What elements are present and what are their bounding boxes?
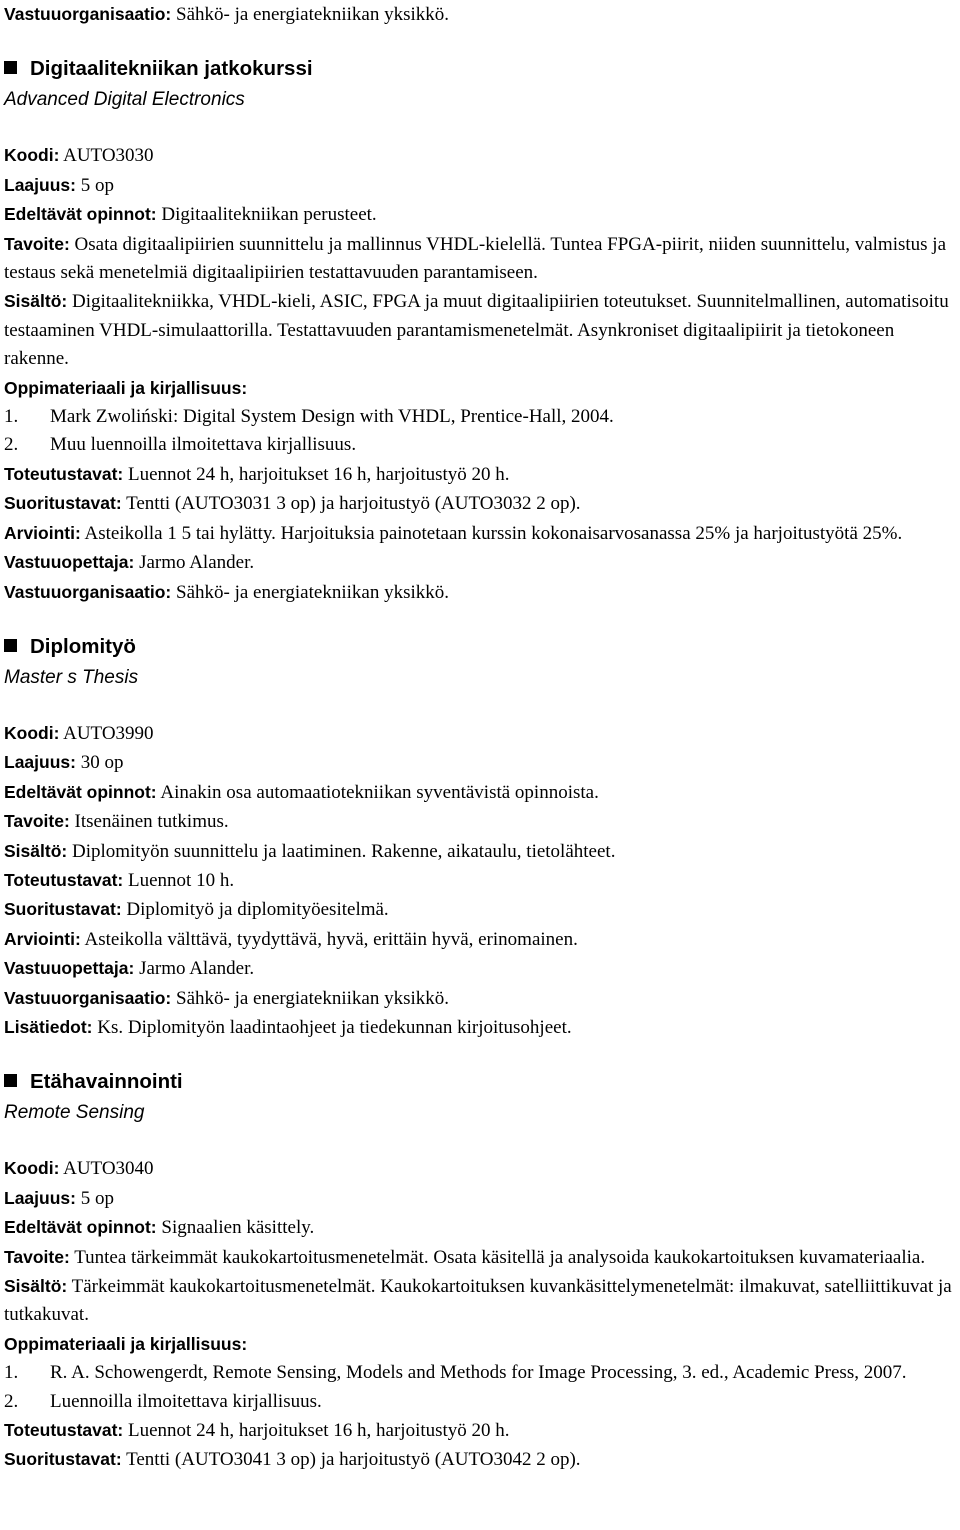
literature-item bbox=[4, 1388, 956, 1416]
square-bullet-icon bbox=[4, 639, 17, 652]
literature-text: R. A. Schowengerdt, Remote Sensing, Models and Methods for Image Processing, 3. ed., Academic Press, 2007. bbox=[50, 1362, 907, 1384]
field-label: Sisältö: bbox=[4, 1276, 68, 1296]
field-koodi bbox=[4, 141, 956, 170]
field-label: Tavoite: bbox=[4, 811, 70, 832]
field-tavoite bbox=[4, 807, 956, 836]
field-value: Sähkö- ja energiatekniikan yksikkö. bbox=[176, 581, 449, 603]
field-value: Signaalien käsittely. bbox=[161, 1217, 315, 1239]
field-laajuus bbox=[4, 1184, 956, 1213]
field-label: Koodi: bbox=[4, 145, 60, 166]
field-label: Lisätiedot: bbox=[4, 1016, 93, 1037]
field-value: Sähkö- ja energiatekniikan yksikkö. bbox=[176, 987, 449, 1009]
course-title-english: Advanced Digital Electronics bbox=[4, 89, 245, 111]
field-arviointi bbox=[4, 519, 956, 548]
course-title bbox=[4, 1066, 956, 1098]
field-edeltavat bbox=[4, 200, 956, 229]
field-label: Toteutustavat: bbox=[4, 1420, 124, 1441]
course-title-english: Remote Sensing bbox=[4, 1102, 145, 1124]
literature-text: Mark Zwoliński: Digital System Design with VHDL, Prentice-Hall, 2004. bbox=[50, 406, 614, 428]
field-oppimateriaali bbox=[4, 374, 956, 403]
field-label: Suoritustavat: bbox=[4, 1449, 122, 1470]
literature-item bbox=[4, 1359, 956, 1387]
field-value: 5 op bbox=[80, 174, 114, 196]
field-label: Toteutustavat: bbox=[4, 463, 124, 484]
field-label: Oppimateriaali ja kirjallisuus: bbox=[4, 1333, 248, 1354]
course-title-text: Diplomityö bbox=[30, 634, 136, 658]
field-value: 30 op bbox=[80, 752, 124, 774]
field-sisalto bbox=[4, 287, 956, 373]
field-value: AUTO3040 bbox=[63, 1158, 154, 1180]
field-suoritustavat bbox=[4, 1445, 956, 1474]
literature-number: 2. bbox=[4, 1390, 19, 1412]
field-tavoite bbox=[4, 230, 956, 288]
field-label: Vastuuorganisaatio: bbox=[4, 581, 172, 602]
field-lisatiedot bbox=[4, 1013, 956, 1042]
field-label: Sisältö: bbox=[4, 291, 68, 312]
field-value: AUTO3030 bbox=[63, 145, 154, 167]
field-value: Tärkeimmät kaukokartoitusmenetelmät. Kaukokartoituksen kuvankäsittelymenetelmät: ilmakuvat, satelliittikuvat ja tutkakuvat. bbox=[4, 1276, 952, 1326]
course-title bbox=[4, 631, 956, 663]
field-label: Laajuus: bbox=[4, 1187, 76, 1208]
field-label: Edeltävät opinnot: bbox=[4, 204, 157, 225]
field-arviointi bbox=[4, 925, 956, 954]
field-label: Arviointi: bbox=[4, 928, 81, 949]
literature-text: Muu luennoilla ilmoitettava kirjallisuus. bbox=[50, 434, 357, 456]
field-value: AUTO3990 bbox=[63, 722, 154, 744]
field-edeltavat bbox=[4, 778, 956, 807]
field-vastuuopettaja bbox=[4, 954, 956, 983]
field-value: Diplomityö ja diplomityöesitelmä. bbox=[126, 899, 389, 921]
field-label: Vastuuopettaja: bbox=[4, 552, 135, 573]
field-label: Vastuuorganisaatio: bbox=[4, 987, 172, 1008]
field-suoritustavat bbox=[4, 489, 956, 518]
field-value: Diplomityön suunnittelu ja laatiminen. Rakenne, aikataulu, tietolähteet. bbox=[71, 840, 616, 862]
field-value: Digitaalitekniikan perusteet. bbox=[161, 204, 377, 226]
literature-item bbox=[4, 403, 956, 431]
field-value: Digitaalitekniikka, VHDL-kieli, ASIC, FPGA ja muut digitaalipiirien toteutukset. Suunnitelmallinen, automatisoitu testaaminen VHDL-simulaattorilla. Testattavuuden parantamismenetelmät. Asynkroniset digitaalipiirit ja tietokoneen rakenne. bbox=[4, 291, 949, 370]
course-title-text: Etähavainnointi bbox=[30, 1070, 183, 1094]
field-value: Luennot 24 h, harjoitukset 16 h, harjoitustyö 20 h. bbox=[128, 463, 510, 485]
field-label: Vastuuorganisaatio: bbox=[4, 4, 172, 24]
field-value: Luennot 10 h. bbox=[128, 869, 235, 891]
square-bullet-icon bbox=[4, 61, 17, 74]
field-value: Jarmo Alander. bbox=[139, 552, 255, 574]
field-value: Ainakin osa automaatiotekniikan syventävistä opinnoista. bbox=[160, 781, 599, 803]
field-label: Toteutustavat: bbox=[4, 869, 124, 890]
field-value: Tentti (AUTO3031 3 op) ja harjoitustyö (AUTO3032 2 op). bbox=[126, 493, 581, 515]
literature-number: 1. bbox=[4, 406, 19, 428]
field-label: Suoritustavat: bbox=[4, 493, 122, 514]
field-label: Vastuuopettaja: bbox=[4, 958, 135, 979]
field-label: Oppimateriaali ja kirjallisuus: bbox=[4, 377, 248, 398]
field-edeltavat bbox=[4, 1213, 956, 1242]
field-vastuuopettaja bbox=[4, 548, 956, 577]
field-label: Suoritustavat: bbox=[4, 899, 122, 920]
course-title-english: Master s Thesis bbox=[4, 666, 139, 688]
field-label: Edeltävät opinnot: bbox=[4, 781, 157, 802]
field-suoritustavat bbox=[4, 895, 956, 924]
field-laajuus bbox=[4, 171, 956, 200]
field-laajuus bbox=[4, 748, 956, 777]
field-value: Asteikolla 1 5 tai hylätty. Harjoituksia painotetaan kurssin kokonaisarvosanassa 25% ja harjoitustyötä 25%. bbox=[84, 522, 903, 544]
literature-item bbox=[4, 431, 956, 459]
field-toteutustavat bbox=[4, 866, 956, 895]
field-label: Koodi: bbox=[4, 722, 60, 743]
literature-text: Luennoilla ilmoitettava kirjallisuus. bbox=[50, 1390, 322, 1412]
course-section-digitaalitekniikka bbox=[4, 53, 956, 607]
field-label: Laajuus: bbox=[4, 752, 76, 773]
field-value: Tentti (AUTO3041 3 op) ja harjoitustyö (AUTO3042 2 op). bbox=[126, 1449, 581, 1471]
course-title bbox=[4, 53, 956, 85]
field-value: Jarmo Alander. bbox=[139, 958, 255, 980]
field-toteutustavat bbox=[4, 1416, 956, 1445]
field-value: Tuntea tärkeimmät kaukokartoitusmenetelmät. Osata käsitellä ja analysoida kaukokartoituksen kuvamateriaalia. bbox=[74, 1246, 926, 1268]
field-label: Koodi: bbox=[4, 1158, 60, 1179]
course-title-text: Digitaalitekniikan jatkokurssi bbox=[30, 57, 313, 81]
field-vastuuorganisaatio bbox=[4, 578, 956, 607]
field-value: Osata digitaalipiirien suunnittelu ja mallinnus VHDL-kielellä. Tuntea FPGA-piirit, niiden suunnittelu, valmistus ja testaus sekä menetelmiä digitaalipiirien testattavuuden parantamiseen. bbox=[4, 233, 946, 284]
square-bullet-icon bbox=[4, 1074, 17, 1087]
field-label: Tavoite: bbox=[4, 233, 70, 254]
field-koodi bbox=[4, 1154, 956, 1183]
literature-number: 2. bbox=[4, 434, 19, 456]
field-value: Itsenäinen tutkimus. bbox=[74, 811, 229, 833]
course-section-diplomityo bbox=[4, 631, 956, 1042]
field-label: Edeltävät opinnot: bbox=[4, 1217, 157, 1238]
field-toteutustavat bbox=[4, 460, 956, 489]
top-vastuuorganisaatio bbox=[4, 0, 956, 29]
field-oppimateriaali bbox=[4, 1330, 956, 1359]
field-value: Asteikolla välttävä, tyydyttävä, hyvä, erittäin hyvä, erinomainen. bbox=[84, 928, 578, 950]
document-page bbox=[4, 0, 956, 1475]
field-label: Sisältö: bbox=[4, 840, 68, 861]
field-sisalto bbox=[4, 1272, 956, 1330]
field-value: Ks. Diplomityön laadintaohjeet ja tiedekunnan kirjoitusohjeet. bbox=[97, 1016, 572, 1038]
field-value: Sähkö- ja energiatekniikan yksikkö. bbox=[176, 4, 449, 25]
course-section-etahavainnointi bbox=[4, 1066, 956, 1474]
field-vastuuorganisaatio bbox=[4, 984, 956, 1013]
field-label: Arviointi: bbox=[4, 522, 81, 543]
field-tavoite bbox=[4, 1243, 956, 1272]
field-label: Laajuus: bbox=[4, 174, 76, 195]
field-value: 5 op bbox=[80, 1187, 114, 1209]
field-value: Luennot 24 h, harjoitukset 16 h, harjoitustyö 20 h. bbox=[128, 1420, 510, 1442]
field-koodi bbox=[4, 719, 956, 748]
field-label: Tavoite: bbox=[4, 1246, 70, 1267]
literature-number: 1. bbox=[4, 1362, 19, 1384]
field-sisalto bbox=[4, 837, 956, 866]
